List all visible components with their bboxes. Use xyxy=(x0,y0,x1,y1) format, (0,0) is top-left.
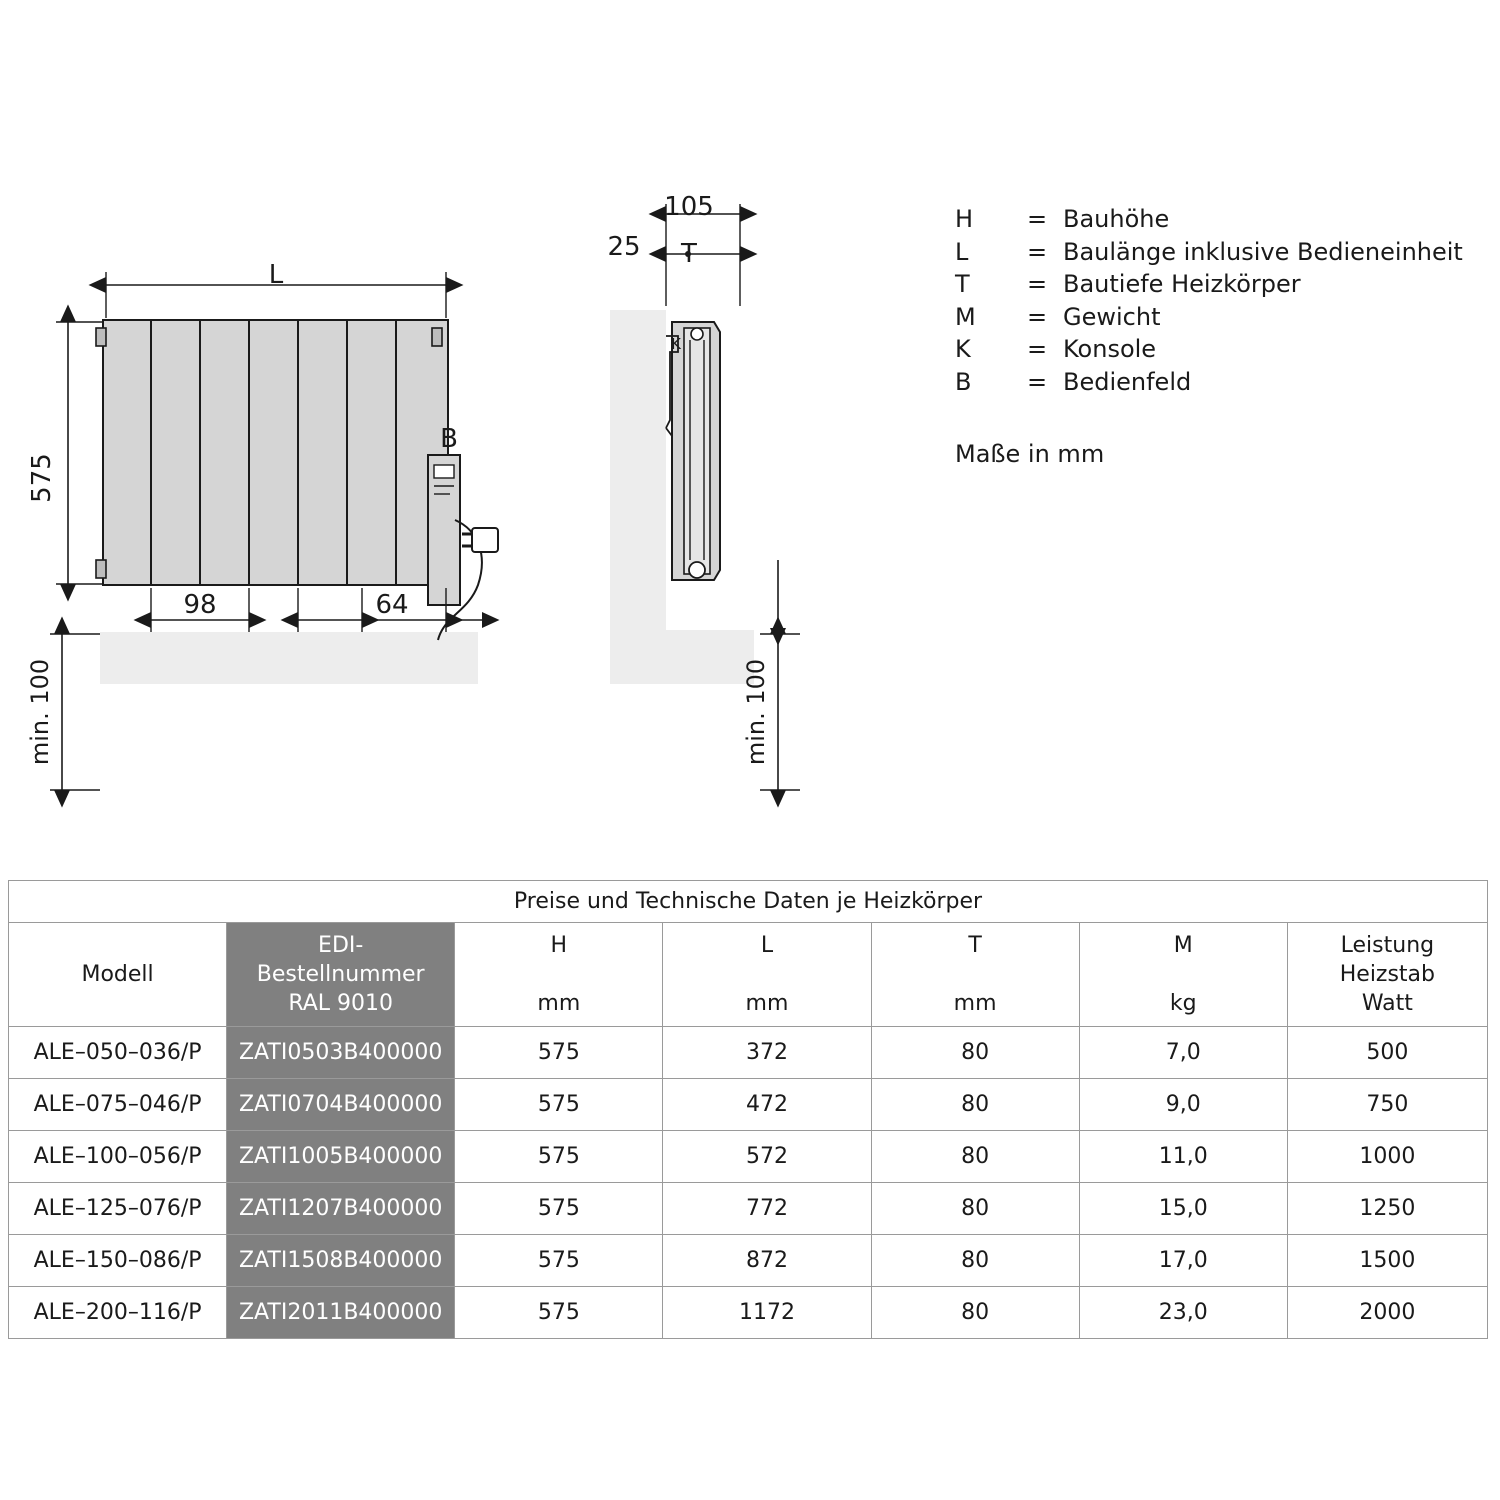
legend-key: T xyxy=(955,270,970,298)
legend-item-m xyxy=(955,303,1475,336)
cell-m: 11,0 xyxy=(1079,1131,1287,1183)
label-min100-front: min. 100 xyxy=(26,658,54,766)
cell-watt: 1000 xyxy=(1287,1131,1487,1183)
label-575: 575 xyxy=(27,453,57,503)
legend-equals: = xyxy=(1027,270,1048,298)
legend-key: K xyxy=(955,335,971,363)
label-105: 105 xyxy=(664,192,714,222)
cell-t: 80 xyxy=(871,1287,1079,1339)
cell-h: 575 xyxy=(455,1183,663,1235)
cell-edi: ZATI1207B400000 xyxy=(227,1183,455,1235)
table-row xyxy=(9,1235,1488,1287)
cell-edi: ZATI0503B400000 xyxy=(227,1027,455,1079)
cell-edi: ZATI1508B400000 xyxy=(227,1235,455,1287)
legend-equals: = xyxy=(1027,302,1048,331)
cell-m: 23,0 xyxy=(1079,1287,1287,1339)
cell-l: 1172 xyxy=(663,1287,871,1339)
table-title: Preise und Technische Daten je Heizkörper xyxy=(9,881,1488,923)
dim-575 xyxy=(56,322,102,584)
cell-watt: 1250 xyxy=(1287,1183,1487,1235)
legend-value: Bedienfeld xyxy=(1063,367,1192,396)
legend-value: Baulänge inklusive Bedieneinheit xyxy=(1063,237,1463,266)
cell-edi: ZATI2011B400000 xyxy=(227,1287,455,1339)
dim-25-T xyxy=(666,251,740,257)
cell-watt: 2000 xyxy=(1287,1287,1487,1339)
dim-min100-front xyxy=(50,634,100,790)
cell-modell: ALE–200–116/P xyxy=(9,1287,227,1339)
radiator-side-body xyxy=(672,322,720,580)
cell-modell: ALE–075–046/P xyxy=(9,1079,227,1131)
cell-t: 80 xyxy=(871,1027,1079,1079)
cell-modell: ALE–100–056/P xyxy=(9,1131,227,1183)
cell-watt: 500 xyxy=(1287,1027,1487,1079)
table-title-row xyxy=(9,881,1488,923)
spec-table xyxy=(8,880,1488,1339)
legend xyxy=(955,205,1475,400)
header-leistung: Leistung Heizstab Watt xyxy=(1287,923,1487,1027)
label-64: 64 xyxy=(375,590,409,620)
power-plug xyxy=(462,528,498,552)
legend-item-l xyxy=(955,238,1475,271)
table-row xyxy=(9,1079,1488,1131)
legend-value: Bautiefe Heizkörper xyxy=(1063,270,1301,298)
front-floor-block xyxy=(100,632,478,684)
cell-h: 575 xyxy=(455,1131,663,1183)
cell-edi: ZATI0704B400000 xyxy=(227,1079,455,1131)
legend-key: L xyxy=(955,237,969,266)
header-t: T mm xyxy=(871,923,1079,1027)
cell-t: 80 xyxy=(871,1079,1079,1131)
cell-t: 80 xyxy=(871,1131,1079,1183)
label-B: B xyxy=(440,424,458,454)
legend-item-b xyxy=(955,368,1475,401)
label-T: T xyxy=(681,239,697,269)
legend-equals: = xyxy=(1027,335,1048,363)
header-l: L mm xyxy=(663,923,871,1027)
radiator-front-body xyxy=(96,320,448,585)
cell-h: 575 xyxy=(455,1235,663,1287)
legend-value: Gewicht xyxy=(1063,302,1161,331)
cell-l: 572 xyxy=(663,1131,871,1183)
header-modell: Modell xyxy=(9,923,227,1027)
table-row xyxy=(9,1183,1488,1235)
label-25: 25 xyxy=(607,232,641,262)
legend-item-t xyxy=(955,270,1475,303)
label-L: L xyxy=(268,260,284,290)
table-header-row xyxy=(9,923,1488,1027)
cell-modell: ALE–125–076/P xyxy=(9,1183,227,1235)
table-row xyxy=(9,1287,1488,1339)
label-min100-side: min. 100 xyxy=(742,658,770,766)
table-row xyxy=(9,1131,1488,1183)
control-panel-front xyxy=(428,455,460,605)
cell-l: 872 xyxy=(663,1235,871,1287)
cell-t: 80 xyxy=(871,1183,1079,1235)
cell-edi: ZATI1005B400000 xyxy=(227,1131,455,1183)
spec-table-wrapper xyxy=(8,880,1488,1339)
cell-watt: 1500 xyxy=(1287,1235,1487,1287)
cell-h: 575 xyxy=(455,1027,663,1079)
cell-l: 772 xyxy=(663,1183,871,1235)
cell-h: 575 xyxy=(455,1079,663,1131)
header-edi: EDI- Bestellnummer RAL 9010 xyxy=(227,923,455,1027)
legend-value: Konsole xyxy=(1063,335,1157,363)
legend-key: H xyxy=(955,205,974,233)
cell-m: 9,0 xyxy=(1079,1079,1287,1131)
header-m: M kg xyxy=(1079,923,1287,1027)
legend-key: M xyxy=(955,302,976,331)
legend-note: Maße in mm xyxy=(955,440,1105,468)
legend-equals: = xyxy=(1027,205,1048,233)
cell-m: 7,0 xyxy=(1079,1027,1287,1079)
table-row xyxy=(9,1027,1488,1079)
label-K: K xyxy=(671,335,681,353)
cell-l: 472 xyxy=(663,1079,871,1131)
cell-l: 372 xyxy=(663,1027,871,1079)
cell-h: 575 xyxy=(455,1287,663,1339)
header-h: H mm xyxy=(455,923,663,1027)
label-98: 98 xyxy=(183,590,217,620)
cell-modell: ALE–150–086/P xyxy=(9,1235,227,1287)
cell-t: 80 xyxy=(871,1235,1079,1287)
cell-m: 17,0 xyxy=(1079,1235,1287,1287)
cell-modell: ALE–050–036/P xyxy=(9,1027,227,1079)
legend-value: Bauhöhe xyxy=(1063,205,1170,233)
legend-key: B xyxy=(955,367,972,396)
legend-item-h xyxy=(955,205,1475,238)
cell-watt: 750 xyxy=(1287,1079,1487,1131)
cell-m: 15,0 xyxy=(1079,1183,1287,1235)
legend-item-k xyxy=(955,335,1475,368)
legend-equals: = xyxy=(1027,237,1048,266)
legend-equals: = xyxy=(1027,367,1048,396)
